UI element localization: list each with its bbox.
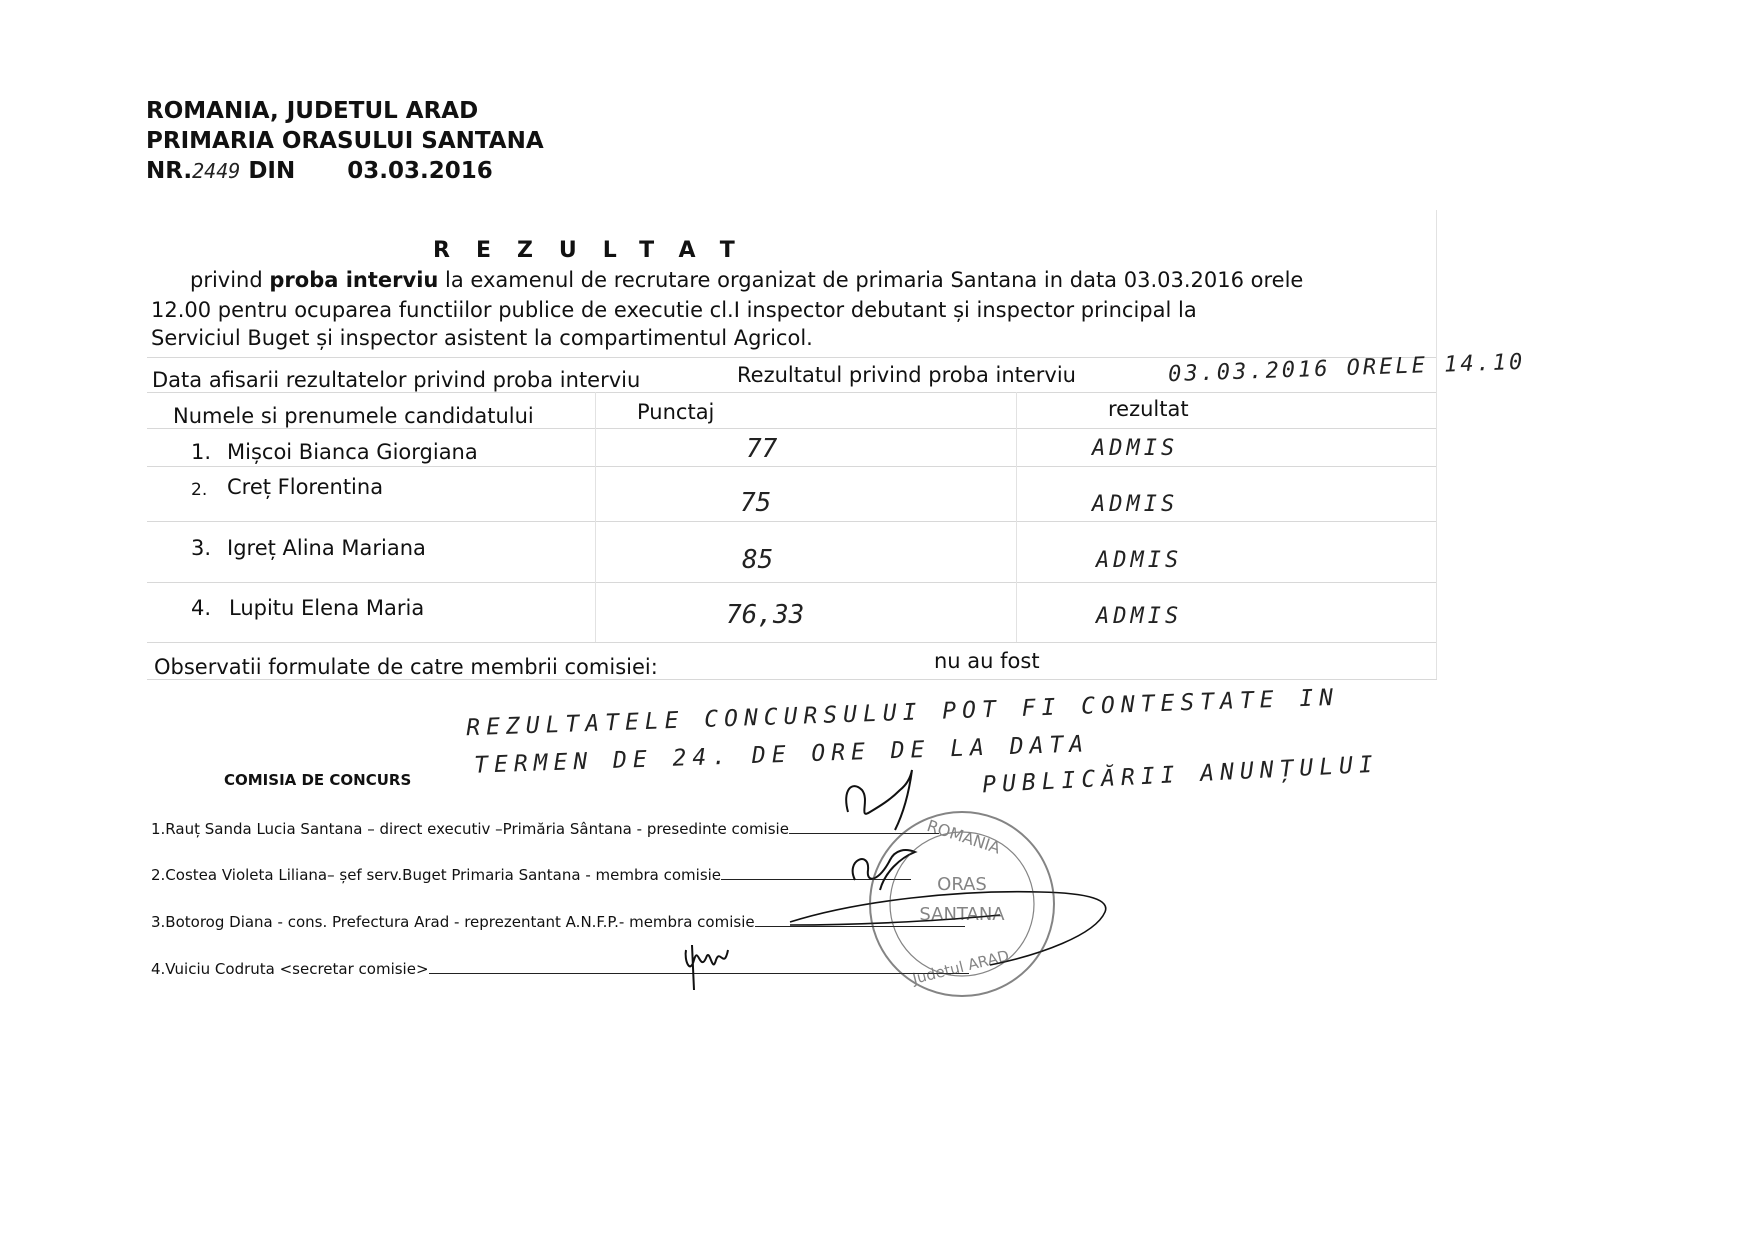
commission-member-text: 1.Rauț Sanda Lucia Santana – direct executiv –Primăria Sântana - presedinte comisie: [151, 820, 789, 838]
candidate-score: 85: [742, 545, 774, 575]
candidate-result: ADMIS: [1092, 492, 1179, 517]
header-date: 03.03.2016: [347, 158, 493, 184]
candidate-name: Mișcoi Bianca Giorgiana: [227, 440, 478, 464]
candidate-name: Lupitu Elena Maria: [229, 596, 425, 620]
col-header-name: Numele si prenumele candidatului: [173, 404, 534, 428]
stamp-top-text: ROMANIA: [924, 815, 1003, 858]
candidate-score: 77: [746, 434, 778, 464]
din-label: DIN: [248, 158, 296, 184]
col-header-score: Punctaj: [637, 400, 715, 424]
signature-3: [790, 892, 1106, 965]
intro-line-2: 12.00 pentru ocuparea functiilor publice de executie cl.I inspector debutant și inspector principal la: [151, 298, 1197, 322]
commission-title: COMISIA DE CONCURS: [224, 771, 412, 789]
header-line-1: ROMANIA, JUDETUL ARAD: [146, 98, 479, 124]
nr-handwritten: 2449: [192, 159, 241, 183]
candidate-score: 76,33: [726, 600, 805, 630]
candidate-result: ADMIS: [1096, 604, 1183, 629]
official-stamp: [870, 812, 1054, 996]
display-date-label: Data afisarii rezultatelor privind proba interviu: [152, 368, 641, 392]
signature-4: [686, 945, 728, 990]
candidate-name: Creț Florentina: [227, 475, 384, 499]
handwritten-note-line-2: TERMEN DE 24. DE ORE DE LA DATA: [473, 731, 1090, 779]
handwritten-note-line-3: PUBLICĂRII ANUNȚULUI: [981, 751, 1380, 799]
stamp-bottom-text: Judetul ARAD: [910, 946, 1011, 988]
intro-post: la examenul de recrutare organizat de primaria Santana in data 03.03.2016 orele: [438, 268, 1304, 292]
intro-pre: privind: [190, 268, 270, 292]
candidate-result: ADMIS: [1092, 436, 1179, 461]
candidate-score: 75: [740, 488, 772, 518]
display-datetime-handwritten: 03.03.2016 ORELE 14.10: [1167, 349, 1526, 388]
header-line-2: PRIMARIA ORASULUI SANTANA: [146, 128, 544, 154]
commission-member-text: 2.Costea Violeta Liliana– șef serv.Buget Primaria Santana - membra comisie: [151, 866, 722, 884]
intro-bold: proba interviu: [269, 268, 439, 292]
candidate-result: ADMIS: [1096, 548, 1183, 573]
col-header-result: rezultat: [1108, 397, 1189, 421]
table-row-num: 2.: [191, 480, 208, 500]
handwritten-note-line-1: REZULTATELE CONCURSULUI POT FI CONTESTATE IN: [465, 684, 1340, 742]
table-row-num: 3.: [191, 536, 212, 560]
stamp-mid-text-1: ORAS: [937, 874, 987, 895]
observations-label: Observatii formulate de catre membrii comisiei:: [154, 655, 658, 679]
commission-member-text: 3.Botorog Diana - cons. Prefectura Arad - reprezentant A.N.F.P.- membra comisie: [151, 913, 755, 931]
commission-member-text: 4.Vuiciu Codruta <secretar comisie>: [151, 960, 429, 978]
observations-value: nu au fost: [934, 649, 1040, 673]
stamp-mid-text-2: SANTANA: [919, 904, 1005, 925]
candidate-name: Igreț Alina Mariana: [227, 536, 426, 560]
table-row-num: 4.: [191, 596, 212, 620]
nr-label: NR.: [146, 158, 193, 184]
table-row-num: 1.: [191, 440, 212, 464]
intro-line-3: Serviciul Buget și inspector asistent la compartimentul Agricol.: [151, 326, 813, 350]
signature-1: [846, 770, 912, 830]
result-label: Rezultatul privind proba interviu: [737, 363, 1076, 387]
document-title: REZULTAT: [433, 238, 761, 263]
